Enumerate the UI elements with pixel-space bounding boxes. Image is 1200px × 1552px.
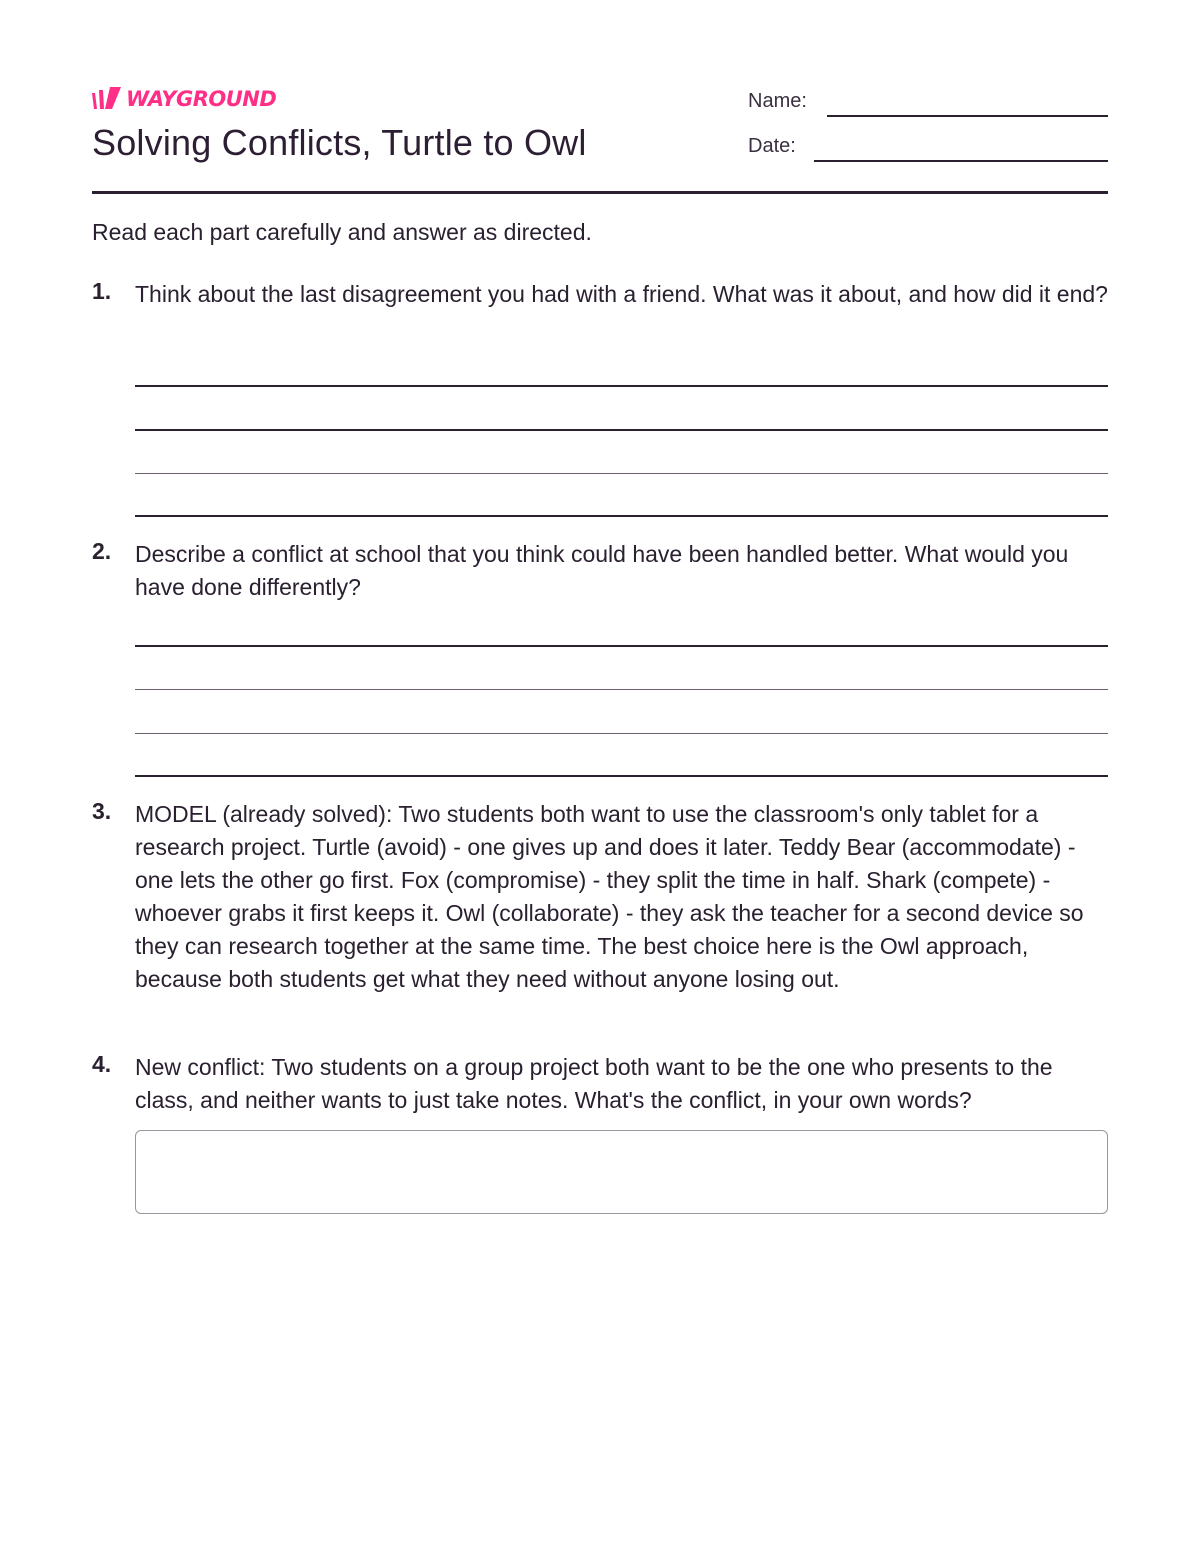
answer-line[interactable]	[135, 473, 1108, 474]
question-text: Think about the last disagreement you had with a friend. What was it about, and how did it end?	[135, 281, 1108, 307]
date-field[interactable]	[814, 160, 1108, 162]
question-number: 3.	[92, 798, 112, 824]
question-text: New conflict: Two students on a group project both want to be the one who presents to the class, and neither wants to just take notes. What's the conflict, in your own words?	[135, 1054, 1053, 1113]
instructions: Read each part carefully and answer as directed.	[92, 219, 592, 245]
brand-logo	[92, 86, 276, 112]
question-text: Describe a conflict at school that you think could have been handled better. What would you have done differently?	[135, 541, 1069, 600]
answer-line[interactable]	[135, 645, 1108, 647]
answer-line[interactable]	[135, 689, 1108, 690]
wayground-logo-icon	[92, 87, 122, 111]
question-1	[92, 278, 1108, 311]
question-2	[92, 538, 1108, 604]
question-4	[92, 1051, 1108, 1117]
name-label: Name:	[748, 90, 807, 112]
brand-name: WAYGROUND	[126, 87, 277, 111]
page-title: Solving Conflicts, Turtle to Owl	[92, 122, 587, 163]
question-3-model	[92, 798, 1108, 996]
answer-line[interactable]	[135, 515, 1108, 517]
answer-line[interactable]	[135, 775, 1108, 777]
answer-line[interactable]	[135, 385, 1108, 387]
name-field[interactable]	[827, 115, 1108, 117]
date-label: Date:	[748, 135, 796, 157]
question-number: 4.	[92, 1051, 112, 1077]
question-number: 1.	[92, 278, 112, 304]
header-divider	[92, 191, 1108, 194]
answer-line[interactable]	[135, 429, 1108, 431]
question-number: 2.	[92, 538, 112, 564]
answer-line[interactable]	[135, 733, 1108, 734]
question-text: MODEL (already solved): Two students both want to use the classroom's only tablet for a research project. Turtle (avoid) - one gives up and does it later. Teddy Bear (accommodate) - one lets the other go first. Fox (compromise) - they split the time in half. Shark (compete) - whoever grabs it first keeps it. Owl (collaborate) - they ask the teacher for a second device so they can research together at the same time. The best choice here is the Owl approach, because both students get what they need without anyone losing out.	[135, 801, 1084, 992]
answer-box[interactable]	[135, 1130, 1108, 1214]
